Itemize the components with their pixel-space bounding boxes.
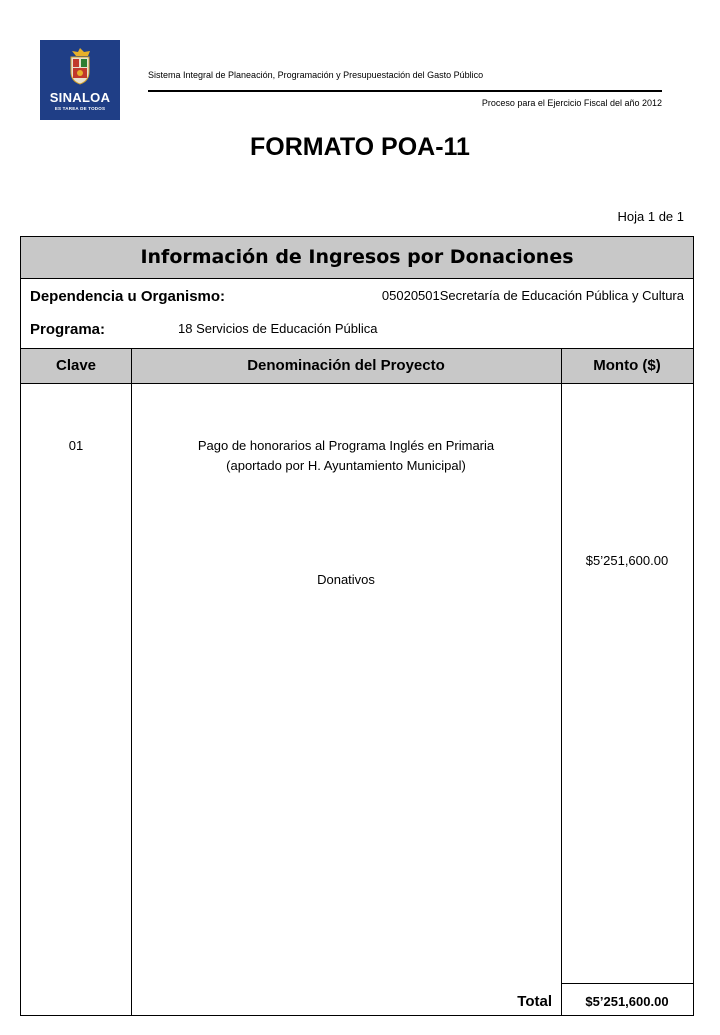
row-monto: $5’251,600.00 — [585, 553, 669, 568]
page-info: Hoja 1 de 1 — [617, 209, 684, 224]
total-divider — [561, 983, 693, 984]
total-label: Total — [517, 993, 552, 1010]
column-header-denominacion: Denominación del Proyecto — [247, 357, 445, 374]
donations-form — [20, 236, 694, 1016]
sinaloa-logo — [40, 40, 120, 120]
coat-of-arms-icon — [64, 46, 96, 86]
logo-slogan: ES TAREA DE TODOS — [54, 106, 106, 111]
row-denominacion-line1: Pago de honorarios al Programa Inglés en Primaria — [197, 438, 495, 453]
column-header-clave: Clave — [55, 357, 97, 374]
system-title: Sistema Integral de Planeación, Programación y Presupuestación del Gasto Público — [148, 70, 484, 80]
column-divider — [561, 348, 562, 1015]
programa-value: 18 Servicios de Educación Pública — [178, 321, 378, 336]
row-concepto: Donativos — [317, 572, 375, 587]
row-denominacion-line2: (aportado por H. Ayuntamiento Municipal) — [226, 458, 466, 473]
programa-label: Programa: — [30, 321, 106, 338]
form-banner-title: Información de Ingresos por Donaciones — [21, 237, 693, 279]
logo-name: SINALOA — [49, 90, 111, 105]
table-header-row — [21, 348, 693, 384]
row-clave: 01 — [68, 438, 84, 453]
dependencia-value: 05020501Secretaría de Educación Pública y Cultura — [381, 288, 684, 303]
format-title: FORMATO POA-11 — [250, 133, 470, 161]
dependencia-label: Dependencia u Organismo: — [30, 288, 226, 305]
header-divider — [148, 90, 662, 92]
process-text: Proceso para el Ejercicio Fiscal del año 2012 — [481, 98, 662, 108]
total-value: $5’251,600.00 — [585, 994, 669, 1009]
column-header-monto: Monto ($) — [593, 357, 661, 374]
